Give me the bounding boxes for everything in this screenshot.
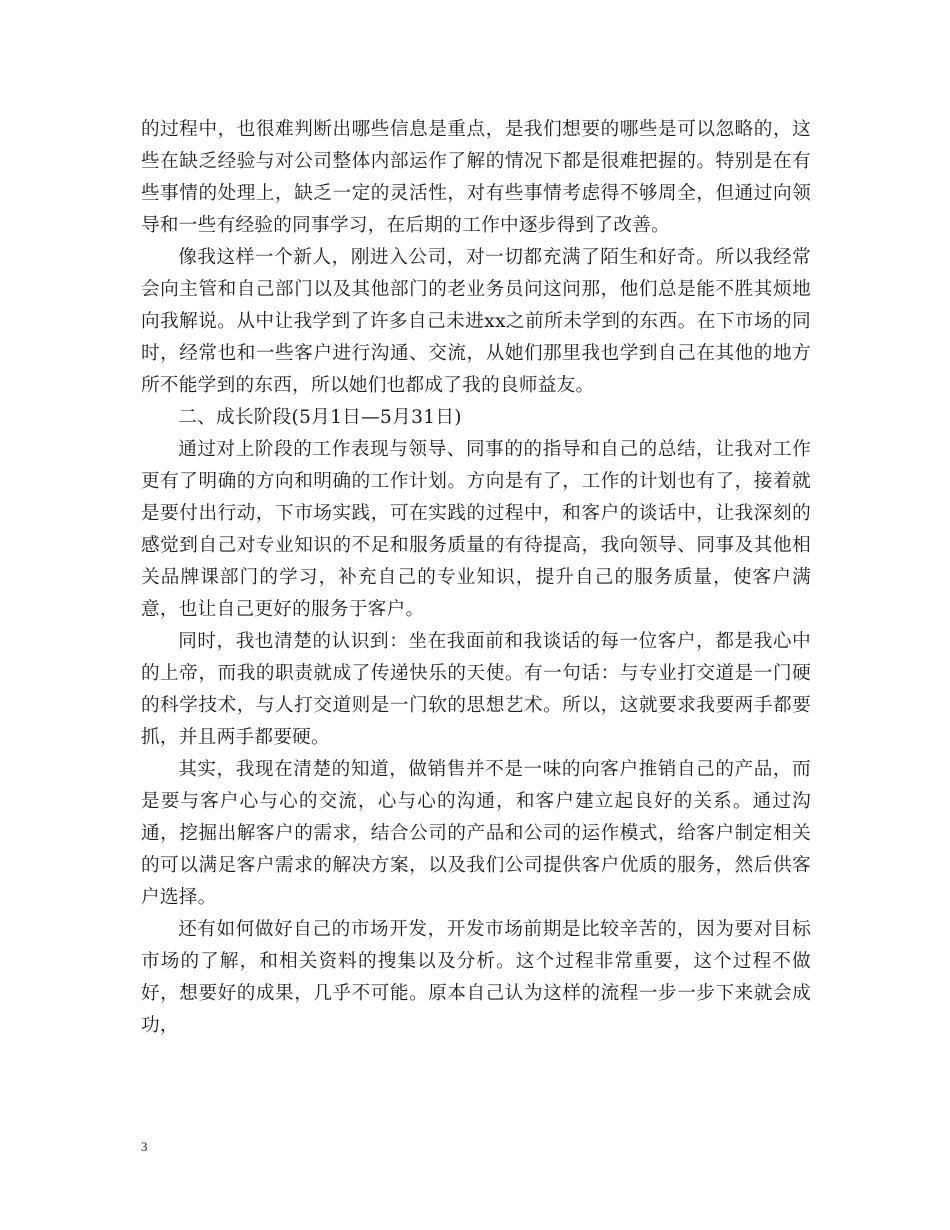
paragraph-3: 通过对上阶段的工作表现与领导、同事的的指导和自己的总结，让我对工作更有了明确的方向和明确的工作计划。方向是有了，工作的计划也有了，接着就是要付出行动，下市场实践，可在实践的过程中，和客户的谈话中，让我深刻的感觉到自己对专业知识的不足和服务质量的有待提高，我向领导、同事及其他相关品牌课部门的学习，补充自己的专业知识，提升自己的服务质量，使客户满意，也让自己更好的服务于客户。 xyxy=(141,439,811,620)
paragraph-2: 像我这样一个新人，刚进入公司，对一切都充满了陌生和好奇。所以我经常会向主管和自己部门以及其他部门的老业务员问这问那，他们总是能不胜其烦地向我解说。从中让我学到了许多自己未进xx之前所未学到的东西。在下市场的同时，经常也和一些客户进行沟通、交流，从她们那里我也学到自己在其他的地方所不能学到的东西，所以她们也都成了我的良师益友。 xyxy=(141,247,811,396)
paragraph-6: 还有如何做好自己的市场开发，开发市场前期是比较辛苦的，因为要对目标市场的了解，和相关资料的搜集以及分析。这个过程非常重要，这个过程不做好，想要好的成果，几乎不可能。原本自己认为这样的流程一步一步下来就会成功， xyxy=(141,919,811,1036)
document-body xyxy=(141,114,811,1042)
paragraph-5: 其实，我现在清楚的知道，做销售并不是一味的向客户推销自己的产品，而是要与客户心与心的交流，心与心的沟通，和客户建立起良好的关系。通过沟通，挖掘出解客户的需求，结合公司的产品和公司的运作模式，给客户制定相关的可以满足客户需求的解决方案，以及我们公司提供客户优质的服务，然后供客户选择。 xyxy=(141,759,811,908)
paragraph-4: 同时，我也清楚的认识到：坐在我面前和我谈话的每一位客户，都是我心中的上帝，而我的职责就成了传递快乐的天使。有一句话：与专业打交道是一门硬的科学技术，与人打交道则是一门软的思想艺术。所以，这就要求我要两手都要抓，并且两手都要硬。 xyxy=(141,631,811,748)
paragraph-1: 的过程中，也很难判断出哪些信息是重点，是我们想要的哪些是可以忽略的，这些在缺乏经验与对公司整体内部运作了解的情况下都是很难把握的。特别是在有些事情的处理上，缺乏一定的灵活性，对有些事情考虑得不够周全，但通过向领导和一些有经验的同事学习，在后期的工作中逐步得到了改善。 xyxy=(141,119,811,236)
section-heading-growth-stage: 二、成长阶段(5月1日—5月31日) xyxy=(178,407,462,428)
page-number: 3 xyxy=(141,1139,148,1154)
